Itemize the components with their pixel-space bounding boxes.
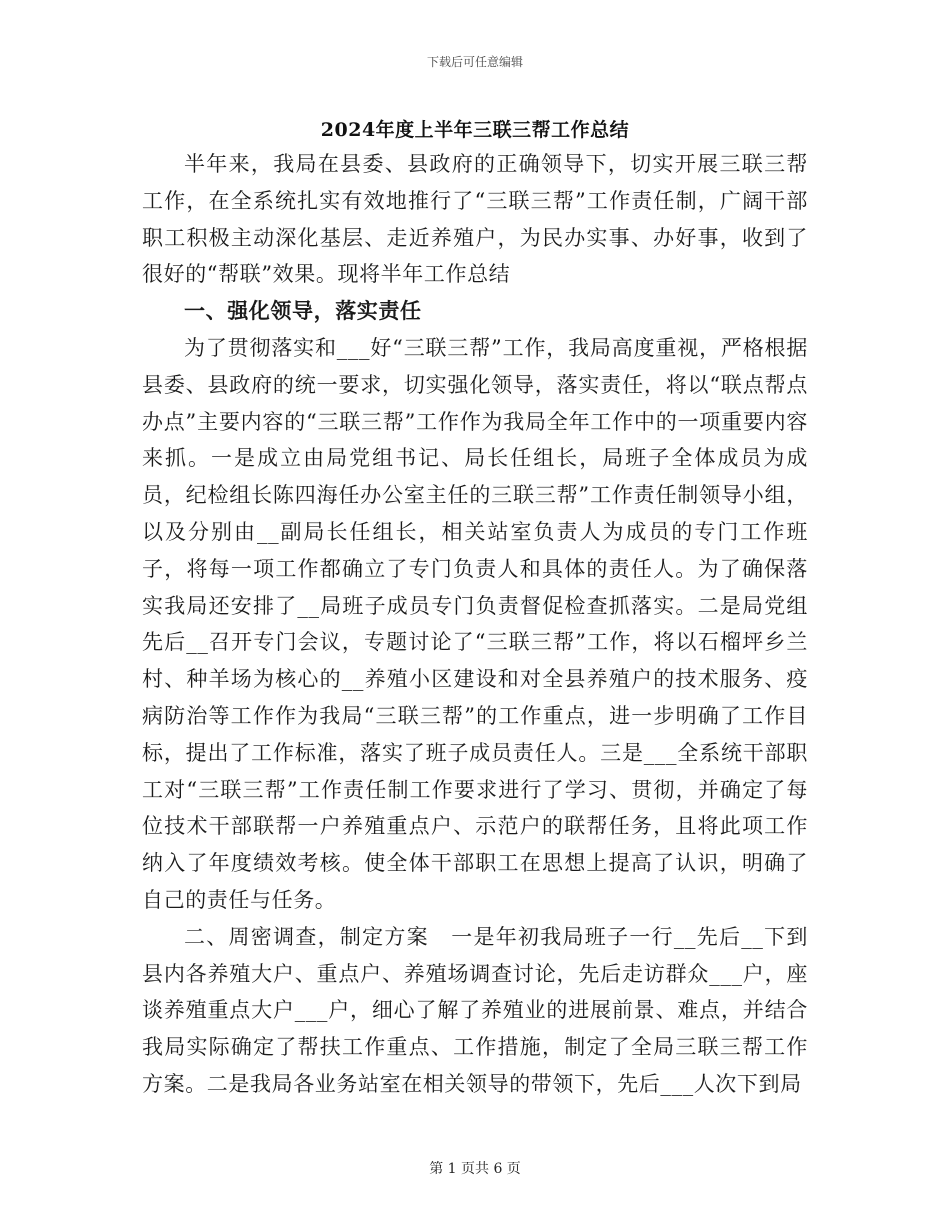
document-title: 2024年度上半年三联三帮工作总结 [320,119,630,141]
body-paragraph: 为了贯彻落实和___好“三联三帮”工作，我局高度重视，严格根据县委、县政府的统一要求，切实强化领导，落实责任，将以“联点帮点办点”主要内容的“三联三帮”工作作为我局全年工作中的一项重要内容来抓。一是成立由局党组书记、局长任组长，局班子全体成员为成员，纪检组长陈四海任办公室主任的三联三帮”工作责任制领导小组，以及分别由__副局长任组长，相关站室负责人为成员的专门工作班子，将每一项工作都确立了专门负责人和具体的责任人。为了确保落实我局还安排了__局班子成员专门负责督促检查抓落实。二是局党组先后__召开专门会议，专题讨论了“三联三帮”工作，将以石榴坪乡兰村、种羊场为核心的__养殖小区建设和对全县养殖户的技术服务、疫病防治等工作作为我局“三联三帮”的工作重点，进一步明确了工作目标，提出了工作标准，落实了班子成员责任人。三是___全系统干部职工对“三联三帮”工作责任制工作要求进行了学习、贯彻，并确定了每位技术干部联帮一户养殖重点户、示范户的联帮任务，且将此项工作纳入了年度绩效考核。使全体干部职工在思想上提高了认识，明确了自己的责任与任务。 [142,335,808,912]
body-paragraph: 二、周密调查，制定方案 一是年初我局班子一行__先后__下到县内各养殖大户、重点户、养殖场调查讨论，先后走访群众___户，座谈养殖重点大户___户，细心了解了养殖业的进展前景、难点，并结合我局实际确定了帮扶工作重点、工作措施，制定了全局三联三帮工作方案。二是我局各业务站室在相关领导的带领下，先后___人次下到局 [142,924,808,1096]
intro-paragraph: 半年来，我局在县委、县政府的正确领导下，切实开展三联三帮工作，在全系统扎实有效地推行了“三联三帮”工作责任制，广阔干部职工积极主动深化基层、走近养殖户，为民办实事、办好事，收到了很好的“帮联”效果。现将半年工作总结 [142,152,808,287]
page-footer: 第 1 页共 6 页 [429,1161,521,1177]
document-body [142,146,808,1103]
section-heading: 一、强化领导，落实责任 [184,298,422,324]
header-note: 下载后可任意编辑 [426,55,523,69]
